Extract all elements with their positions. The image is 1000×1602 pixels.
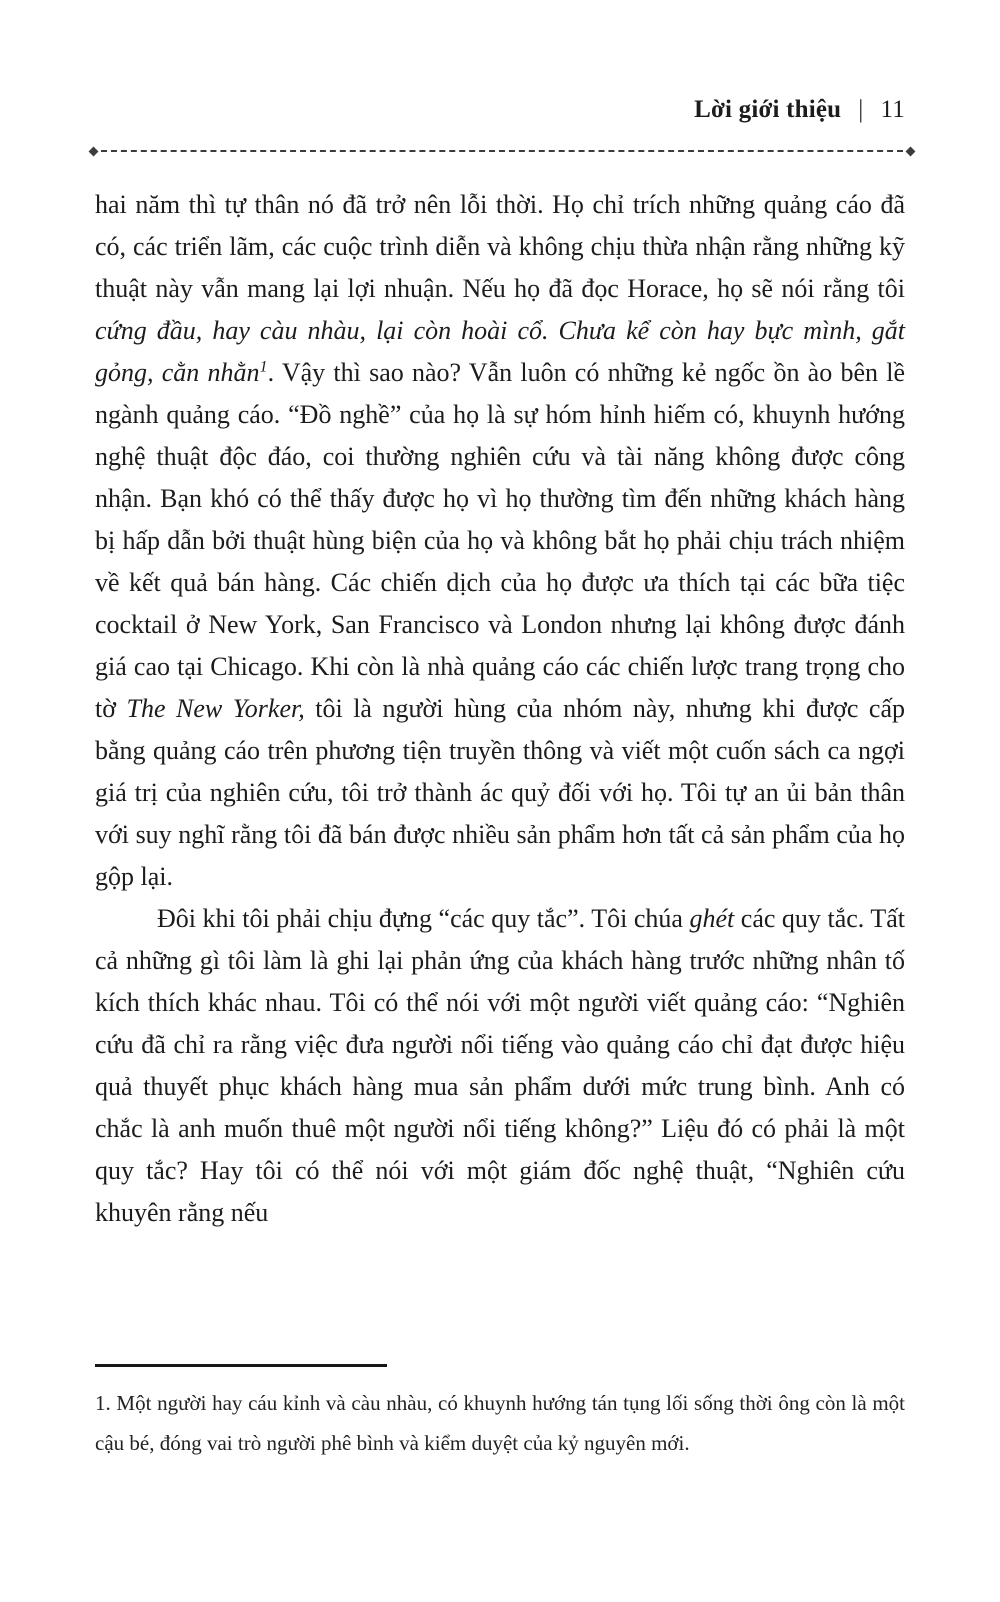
text-run: hai năm thì tự thân nó đã trở nên lỗi thời. Họ chỉ trích những quảng cáo đã có, các triển lãm, các cuộc trình diễn và không chịu thừa nhận rằng những kỹ thuật này vẫn mang lại lợi nhuận. Nếu họ đã đọc Horace, họ sẽ nói rằng tôi xyxy=(95,190,905,303)
text-run: . Vậy thì sao nào? Vẫn luôn có những kẻ ngốc ồn ào bên lề ngành quảng cáo. “Đồ nghề” của họ là sự hóm hỉnh hiếm có, khuynh hướng nghệ thuật độc đáo, coi thường nghiên cứu và tài năng không được công nhận. Bạn khó có thể thấy được họ vì họ thường tìm đến những khách hàng bị hấp dẫn bởi thuật hùng biện của họ và không bắt họ phải chịu trách nhiệm về kết quả bán hàng. Các chiến dịch của họ được ưa thích tại các bữa tiệc cocktail ở New York, San Francisco và London nhưng lại không được đánh giá cao tại Chicago. Khi còn là nhà quảng cáo các chiến lược trang trọng cho tờ xyxy=(95,358,905,723)
footnote-area xyxy=(95,1364,905,1463)
page-header xyxy=(694,96,905,124)
section-title: Lời giới thiệu xyxy=(694,96,842,123)
divider-endcap-right-icon xyxy=(906,146,916,156)
text-run-italic: cứng đầu, hay càu nhàu, lại còn hoài cổ. Chưa kể còn hay bực mình, gắt gỏng, cằn nhằn xyxy=(95,316,905,387)
divider-endcap-left-icon xyxy=(89,146,99,156)
body-text xyxy=(95,184,905,1234)
paragraph-2 xyxy=(95,898,905,1234)
footnote-rule xyxy=(95,1364,387,1367)
text-run: các quy tắc. Tất cả những gì tôi làm là ghi lại phản ứng của khách hàng trước những nhân tố kích thích khác nhau. Tôi có thể nói với một người viết quảng cáo: “Nghiên cứu đã chỉ ra rằng việc đưa người nổi tiếng vào quảng cáo chỉ đạt được hiệu quả thuyết phục khách hàng mua sản phẩm dưới mức trung bình. Anh có chắc là anh muốn thuê một người nổi tiếng không?” Liệu đó có phải là một quy tắc? Hay tôi có thể nói với một giám đốc nghệ thuật, “Nghiên cứu khuyên rằng nếu xyxy=(95,904,905,1227)
header-separator: | xyxy=(858,96,864,123)
paragraph-1 xyxy=(95,184,905,898)
divider-dashed-line xyxy=(101,150,903,152)
footnote-marker: 1 xyxy=(259,358,268,376)
page-number: 11 xyxy=(880,96,905,123)
text-run-italic: ghét xyxy=(689,904,735,933)
dashed-divider xyxy=(90,146,914,156)
text-run: Đôi khi tôi phải chịu đựng “các quy tắc”. Tôi chúa xyxy=(157,904,690,933)
text-run: tôi là người hùng của nhóm này, nhưng khi được cấp bằng quảng cáo trên phương tiện truyền thông và viết một cuốn sách ca ngợi giá trị của nghiên cứu, tôi trở thành ác quỷ đối với họ. Tôi tự an ủi bản thân với suy nghĩ rằng tôi đã bán được nhiều sản phẩm hơn tất cả sản phẩm của họ gộp lại. xyxy=(95,694,905,891)
footnote-text: 1. Một người hay cáu kỉnh và càu nhàu, có khuynh hướng tán tụng lối sống thời ông còn là một cậu bé, đóng vai trò người phê bình và kiểm duyệt của kỷ nguyên mới. xyxy=(95,1391,905,1455)
text-run-italic: The New Yorker, xyxy=(126,694,305,723)
